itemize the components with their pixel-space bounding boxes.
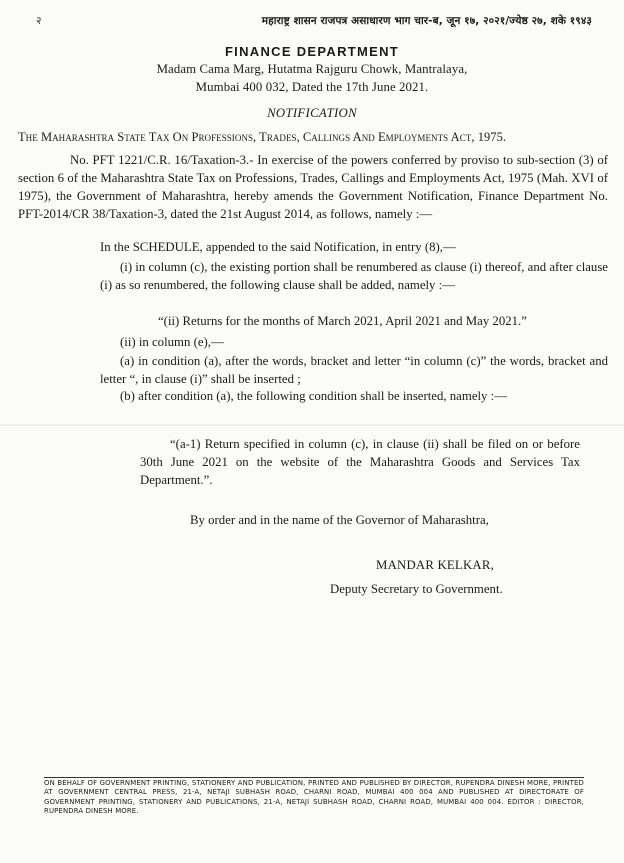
printer-imprint: ON BEHALF OF GOVERNMENT PRINTING, STATIONERY AND PUBLICATION, PRINTED AND PUBLISHED BY DIRECTOR, RUPENDRA DINESH MORE, PRINTED AT GOVERNMENT CENTRAL PRESS, 21-A, NETAJI SUBHASH ROAD, CHARNI ROAD, MUMBAI 400 004 AND PUBLISHED AT DIRECTORATE OF GOVERNMENT PRINTING, STATIONERY AND PUBLICATIONS, 21-A, NETAJI SUBHASH ROAD, CHARNI ROAD, MUMBAI 400 004. EDITOR : DIRECTOR, RUPENDRA DINESH MORE.	[44, 779, 584, 816]
signatory-designation: Deputy Secretary to Government.	[330, 582, 503, 596]
new-condition-a1	[140, 435, 580, 489]
department-address-line1: Madam Cama Marg, Hutatma Rajguru Chowk, Mantralaya,	[156, 62, 468, 76]
amendment-column-e: (ii) in column (e),—	[120, 335, 224, 349]
signatory-name: MANDAR KELKAR,	[376, 558, 494, 572]
by-order-line: By order and in the name of the Governor of Maharashtra,	[190, 513, 489, 527]
condition-a-text: (a) in condition (a), after the words, bracket and letter “in column (c)” the words, bracket and letter “, in clause (i)” shall be inserted ;	[100, 354, 608, 386]
new-clause-ii: “(ii) Returns for the months of March 2021, April 2021 and May 2021.”	[158, 314, 527, 328]
schedule-intro: In the SCHEDULE, appended to the said Notification, in entry (8),—	[100, 240, 456, 254]
department-address-line2: Mumbai 400 032, Dated the 17th June 2021.	[195, 80, 429, 94]
preamble-text: No. PFT 1221/C.R. 16/Taxation-3.- In exercise of the powers conferred by proviso to sub-section (3) of section 6 of the Maharashtra State Tax on Professions, Trades, Callings and Employments Act, 1975 (Mah. XVI of 1975), the Government of Maharashtra, hereby amends the Government Notification, Finance Department No. PFT-2014/CR 38/Taxation-3, dated the 21st August 2014, as follows, namely :—	[18, 153, 608, 221]
condition-a-amendment	[100, 352, 608, 388]
condition-a1-text: “(a-1) Return specified in column (c), in clause (ii) shall be filed on or before 30th June 2021 on the website of the Maharashtra Goods and Services Tax Department.”.	[140, 437, 580, 487]
gazette-line: महाराष्ट्र शासन राजपत्र असाधारण भाग चार-ब, जून १७, २०२१/ज्येष्ठ २७, शके १९४३	[261, 15, 592, 27]
page-number: २	[36, 15, 42, 27]
footer-rule	[44, 777, 584, 778]
condition-b-amendment	[100, 387, 608, 405]
amendment-column-c	[100, 258, 608, 294]
notification-preamble	[18, 151, 608, 223]
notification-label: NOTIFICATION	[267, 106, 357, 120]
condition-b-text: (b) after condition (a), the following condition shall be inserted, namely :—	[120, 389, 507, 403]
gazette-header	[36, 14, 592, 32]
amendment-column-c-text: (i) in column (c), the existing portion shall be renumbered as clause (i) thereof, and after clause (i) as so renumbered, the following clause shall be added, namely :—	[100, 260, 608, 292]
act-title: The Maharashtra State Tax On Professions, Trades, Callings And Employments Act, 1975.	[18, 130, 507, 144]
department-name: FINANCE DEPARTMENT	[224, 44, 400, 59]
scan-divider	[0, 424, 624, 426]
